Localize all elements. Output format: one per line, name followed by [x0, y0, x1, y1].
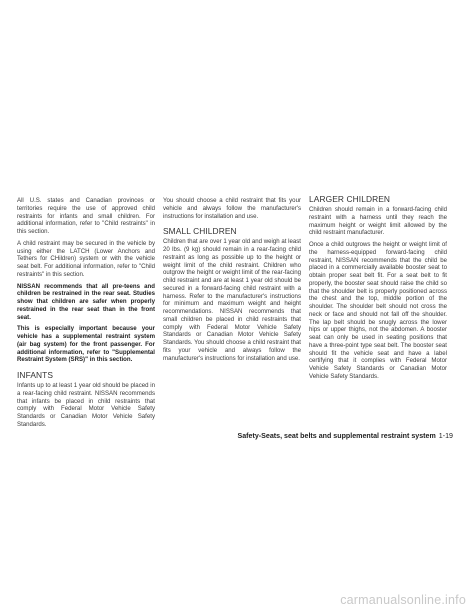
page-footer — [237, 432, 453, 441]
footer-section-title: Safety-Seats, seat belts and supplemental restraint system — [237, 432, 436, 440]
paragraph-latch-system: A child restraint may be secured in the vehicle by using either the LATCH (Lower Anchors and Tethers for CHildren) system or with the vehicle seat belt. For additional information, refer to "Child restraints" in this section. — [17, 239, 155, 278]
watermark: carmanualsonline.info — [340, 593, 466, 607]
paragraph-booster-seat: Once a child outgrows the height or weight limit of the harness-equipped forward-facing child restraint, NISSAN recommends that the child be placed in a commercially available booster seat to obtain proper seat belt fit. For a seat belt to fit properly, the booster seat should raise the child so that the shoulder belt is properly positioned across the chest and the top, middle portion of the shoulder. The shoulder belt should not cross the neck or face and should not fall off the shoulder. The lap belt should be snugly across the lower hips or upper thighs, not the abdomen. A booster seat can only be used in seating positions that have a three-point type seat belt. The booster seat should fit the vehicle seat and have a label certifying that it complies with Federal Motor Vehicle Safety Standards or Canadian Motor Vehicle Safety Standards. — [309, 241, 447, 380]
text-column-left — [17, 197, 155, 433]
heading-small-children: SMALL CHILDREN — [163, 226, 237, 237]
paragraph-choose-restraint: You should choose a child restraint that fits your vehicle and always follow the manufacturer's instructions for installation and use. — [163, 197, 301, 220]
paragraph-infants: Infants up to at least 1 year old should be placed in a rear-facing child restraint. NISSAN recommends that infants be placed in child restraints that comply with Federal Motor Vehicle Safety Standards or Canadian Motor Vehicle Safety Standards. — [17, 382, 155, 428]
paragraph-rear-seat-recommendation: NISSAN recommends that all pre-teens and children be restrained in the rear seat. Studies show that children are safer when properly restrained in the rear seat than in the front seat. — [17, 282, 155, 321]
text-column-right — [309, 194, 447, 385]
paragraph-larger-children-harness: Children should remain in a forward-facing child restraint with a harness until they reach the maximum height or weight limit allowed by the child restraint manufacturer. — [309, 206, 447, 237]
footer-page-number: 1-19 — [438, 432, 453, 440]
text-column-middle — [163, 197, 301, 366]
heading-infants: INFANTS — [17, 370, 54, 380]
paragraph-air-bag-warning: This is especially important because your vehicle has a supplemental restraint system (air bag system) for the front passenger. For additional information, refer to "Supplemental Restraint System (SRS)" in this section. — [17, 325, 155, 364]
paragraph-child-restraint-laws: All U.S. states and Canadian provinces or territories require the use of approved child restraints for infants and small children. For additional information, refer to "Child restraints" in this section. — [17, 197, 155, 235]
heading-larger-children: LARGER CHILDREN — [309, 194, 391, 204]
paragraph-small-children: Children that are over 1 year old and weigh at least 20 lbs. (9 kg) should remain in a rear-facing child restraint as long as possible up to the height or weight limit of the child restraint. Children who outgrow the height or weight limit of the rear-facing child restraint and are at least 1 year old should be secured in a forward-facing child restraint with a harness. Refer to the manufacturer's instructions for minimum and maximum weight and height recommendations. NISSAN recommends that small children be placed in child restraints that comply with Federal Motor Vehicle Safety Standards or Canadian Motor Vehicle Safety Standards. You should choose a child restraint that fits your vehicle and always follow the manufacturer's instructions for installation and use. — [163, 238, 301, 362]
